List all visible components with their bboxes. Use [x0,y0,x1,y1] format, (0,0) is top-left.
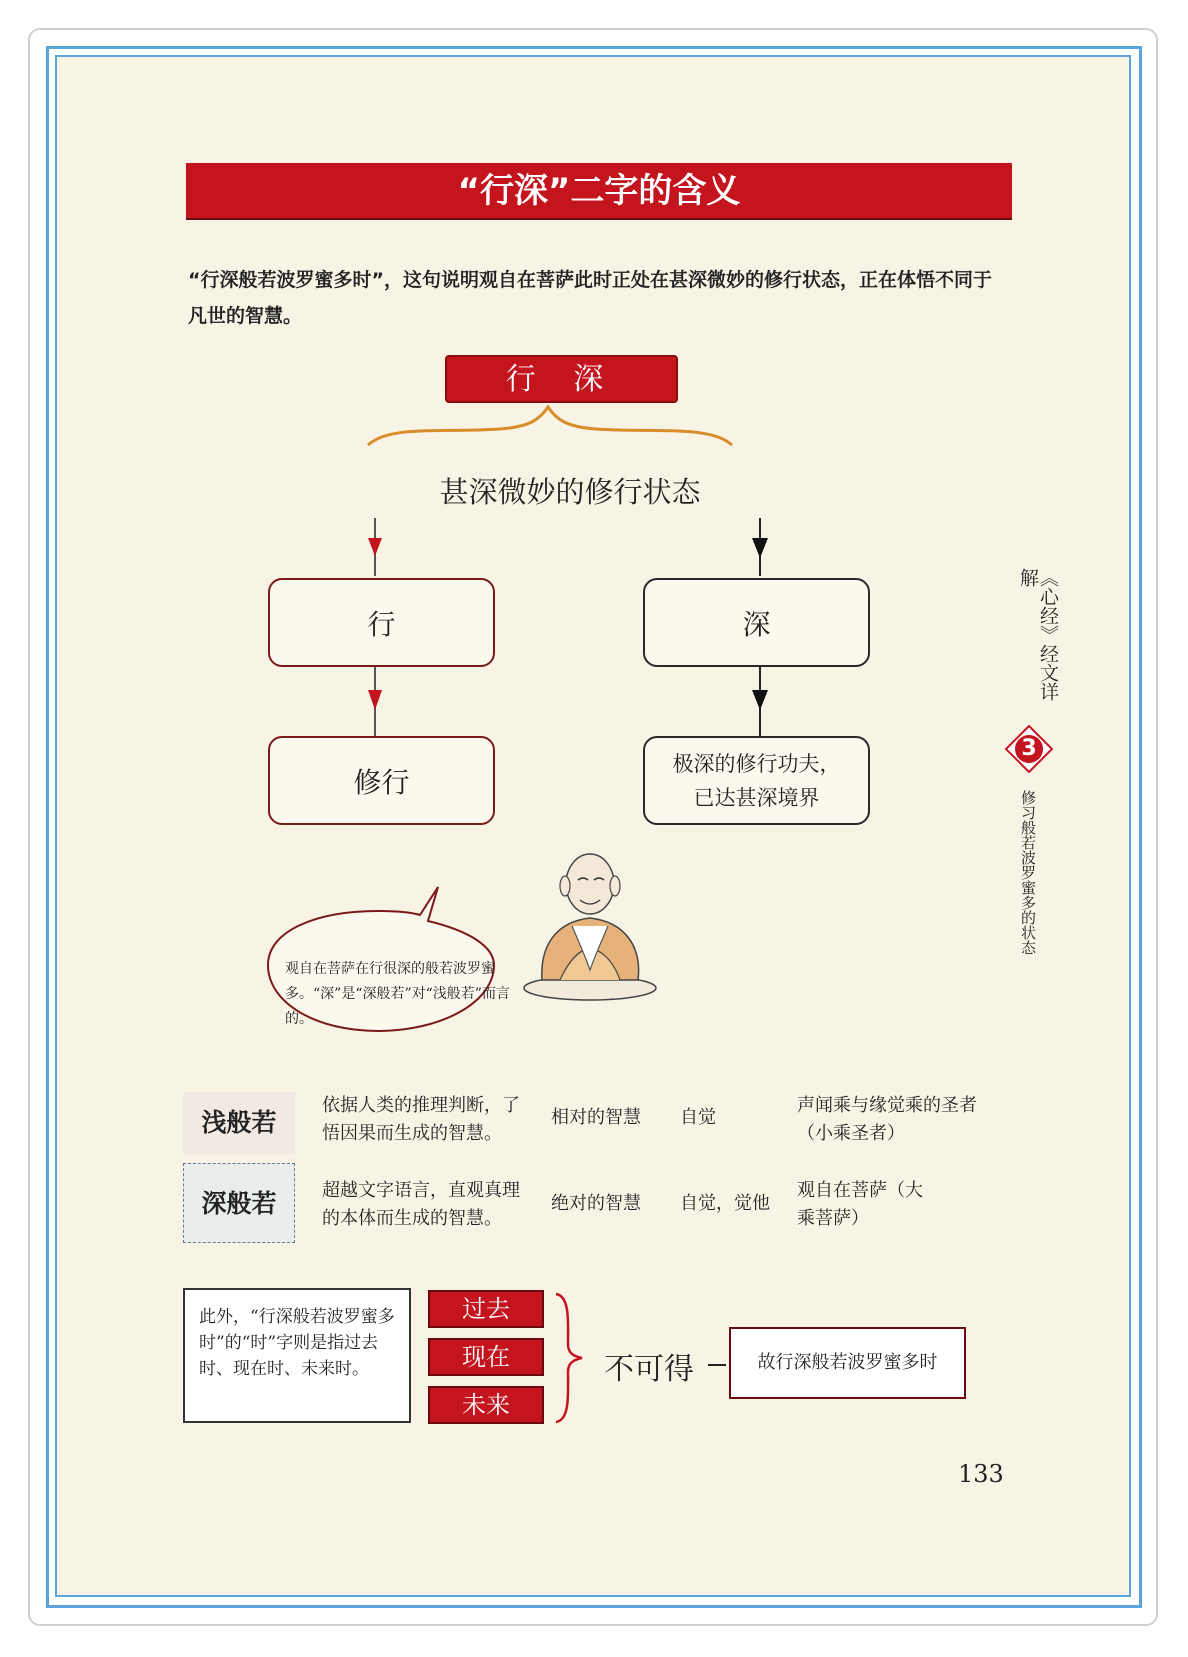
chapter-number: 3 [1021,736,1037,761]
page-title: “行深”二字的含义 [186,163,1012,220]
curly-brace [360,405,760,455]
deep-prajna-desc: 超越文字语言，直观真理的本体而生成的智慧。 [322,1180,520,1229]
box-xing [268,578,495,667]
time-note: 此外，“行深般若波罗蜜多时”的“时”字则是指过去时、现在时、未来时。 [183,1288,411,1423]
speech-bubble-text: 观自在菩萨在行很深的般若波罗蜜多。“深”是“深般若”对“浅般若”而言的。 [285,961,510,1027]
box-xing-label: 行 [367,607,396,641]
deep-practice-line2: 已达甚深境界 [693,785,820,810]
shallow-prajna-awareness: 自觉 [680,1107,716,1128]
box-shen-label: 深 [742,607,771,641]
shallow-prajna-desc: 依据人类的推理判断，了悟因果而生成的智慧。 [322,1095,520,1144]
shallow-prajna-wisdom: 相对的智慧 [551,1107,641,1128]
sidebar-book-title: 《心经》经文详解 [1017,568,1059,701]
unobtainable-label: 不可得 [604,1352,694,1387]
arrow-right-2 [745,666,775,738]
arrow-right-1 [745,518,775,580]
intro-paragraph: “行深般若波罗蜜多时”，这句说明观自在菩萨此时正处在甚深微妙的修行状态，正在体悟不同于凡世的智慧。 [188,269,992,327]
connector-dash [708,1364,726,1366]
shallow-prajna-label: 浅般若 [183,1092,295,1154]
arrow-left-2 [360,666,390,738]
time-future: 未来 [428,1386,544,1424]
deep-practice-line1: 极深的修行功夫， [672,751,841,776]
deep-prajna-wisdom: 绝对的智慧 [551,1193,641,1214]
xingshen-label: 行 深 [445,355,678,403]
box-shen [643,578,870,667]
deep-prajna-who: 观自在菩萨（大乘菩萨） [797,1180,923,1229]
time-past: 过去 [428,1290,544,1328]
monk-illustration [520,830,660,1005]
box-xiuxing [268,736,495,825]
conclusion-box: 故行深般若波罗蜜多时 [729,1327,966,1399]
shallow-prajna-who: 声闻乘与缘觉乘的圣者（小乘圣者） [797,1095,977,1144]
box-deep-practice [643,736,870,825]
box-xiuxing-label: 修行 [353,765,410,799]
deep-prajna-awareness: 自觉，觉他 [680,1193,770,1214]
arrow-left-1 [360,518,390,580]
deep-prajna-label: 深般若 [183,1163,295,1243]
sidebar-chapter-subtitle: 修习般若波罗蜜多的状态 [1019,790,1037,955]
time-brace [552,1292,592,1424]
time-present: 现在 [428,1338,544,1376]
page-number: 133 [958,1460,1004,1488]
practice-state-label: 甚深微妙的修行状态 [439,475,701,509]
